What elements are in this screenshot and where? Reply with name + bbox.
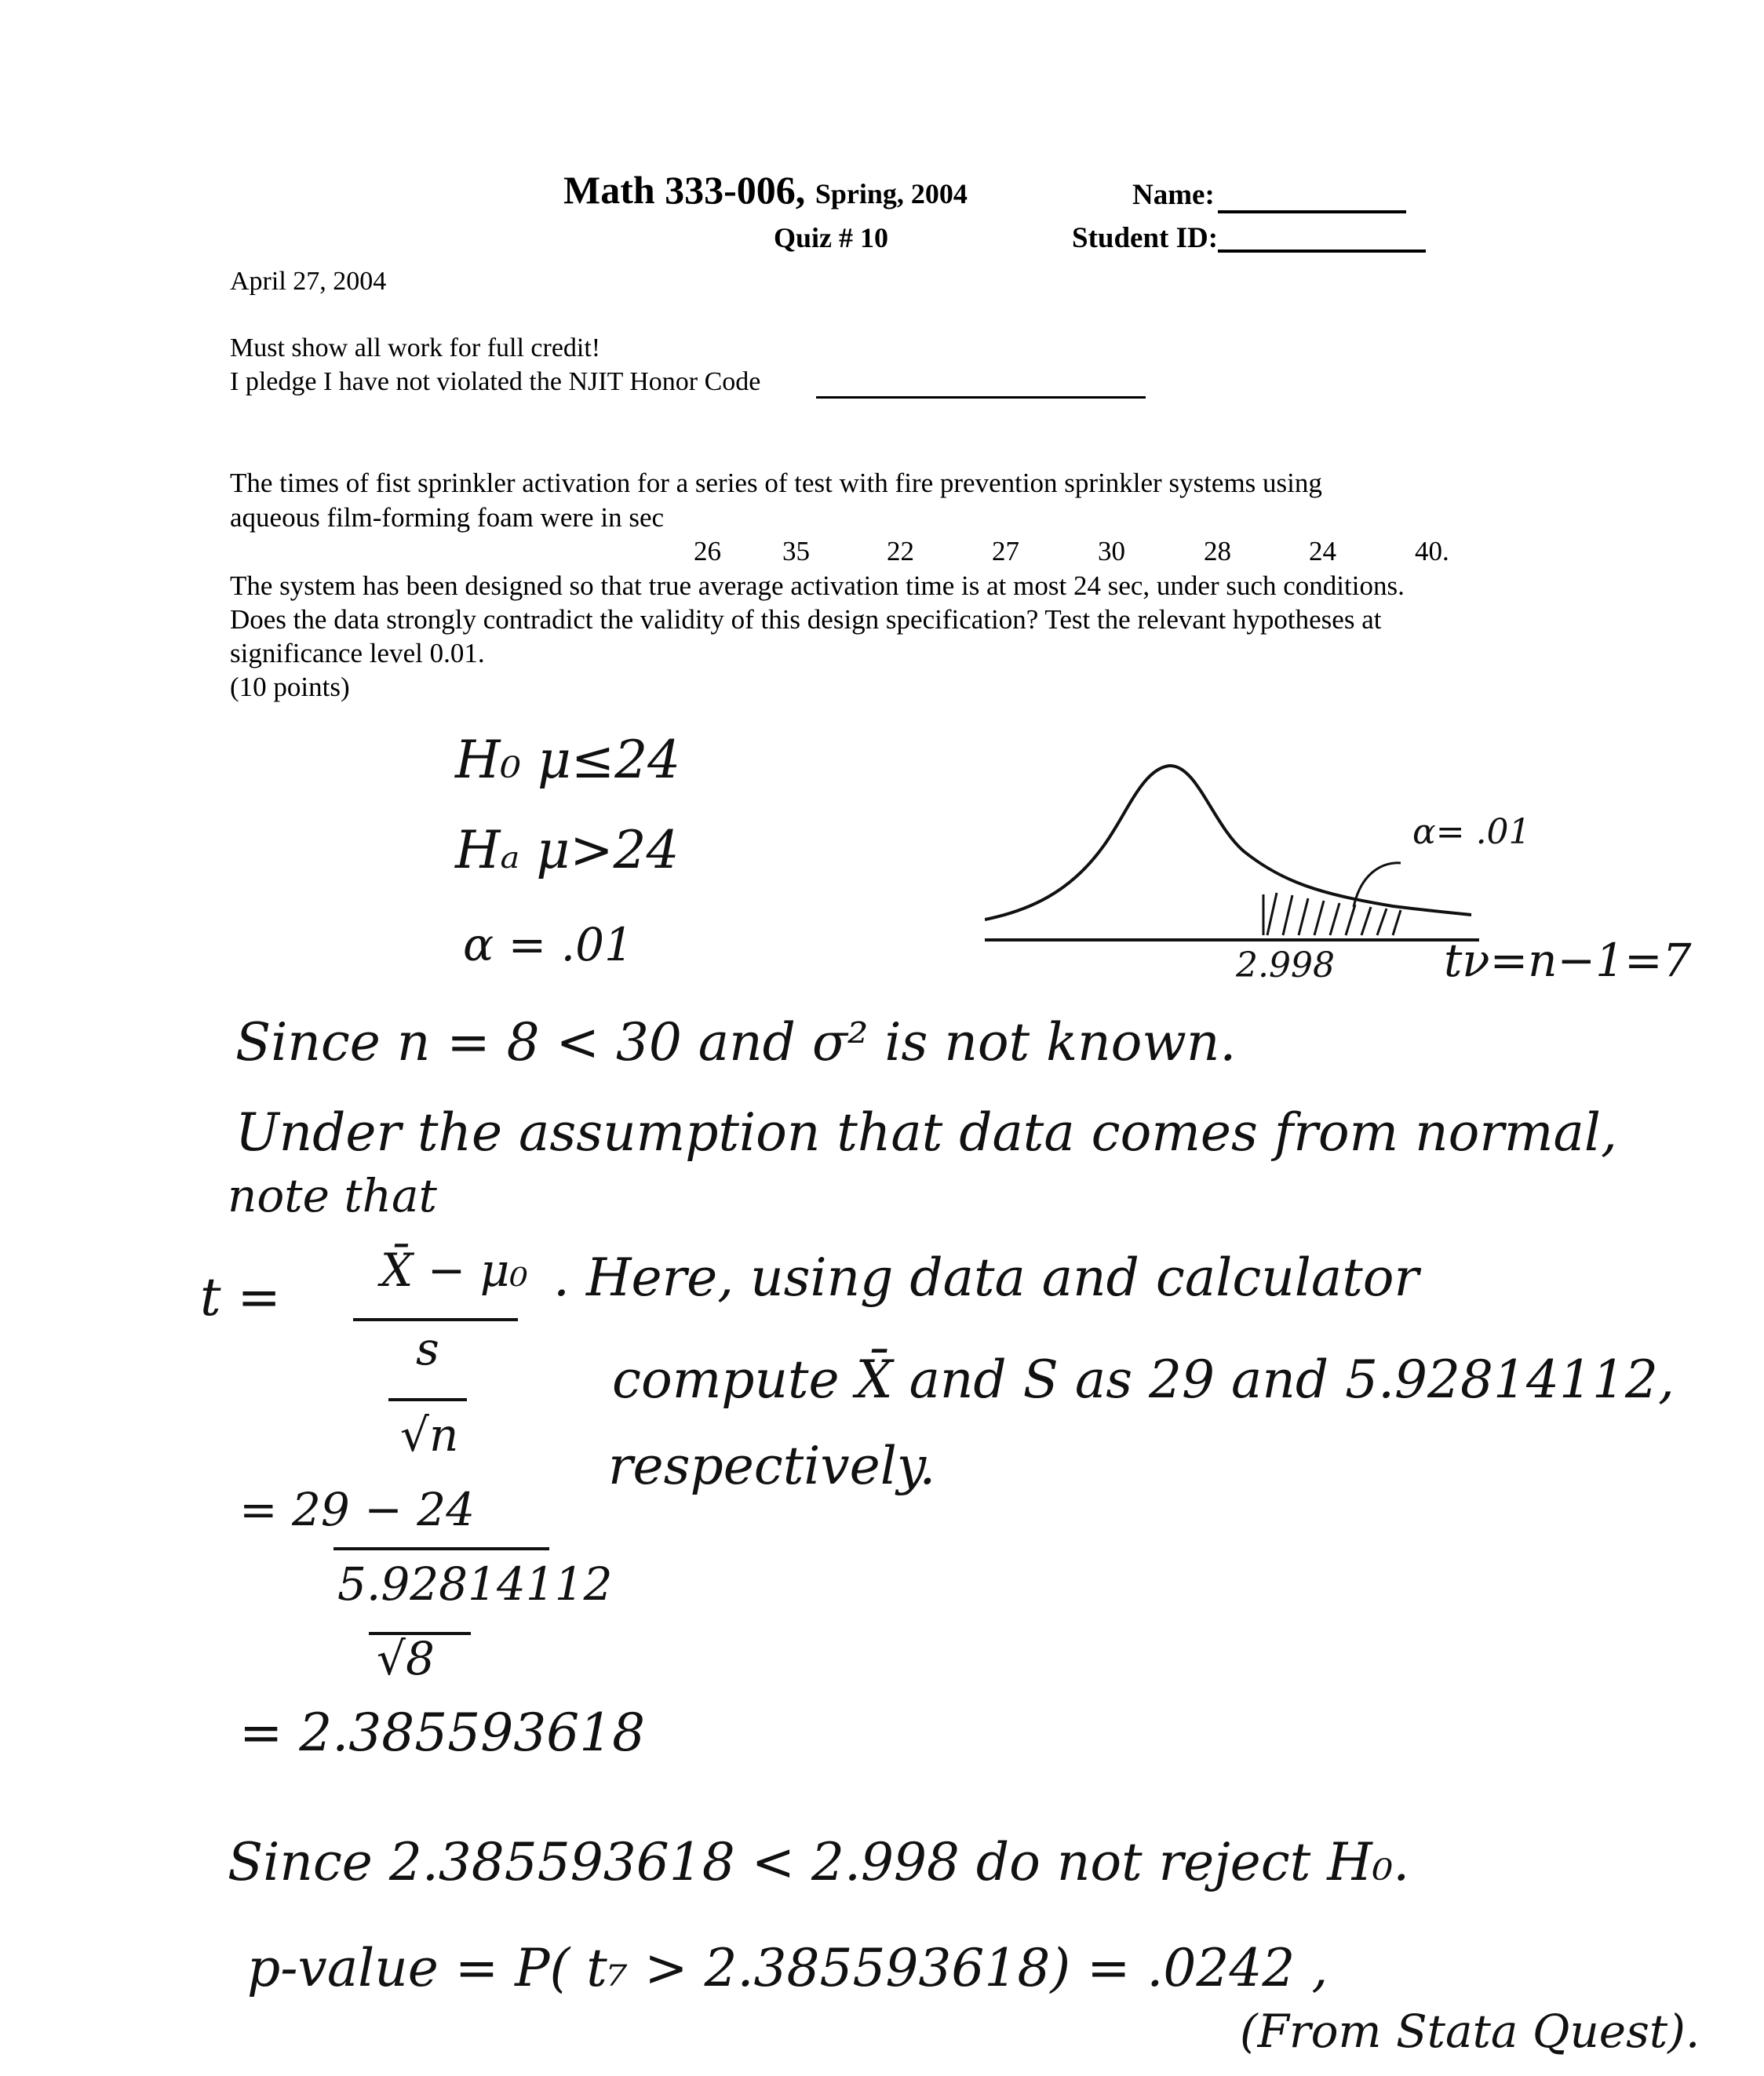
null-hypothesis: H₀ μ≤24 — [455, 730, 681, 790]
alpha-label-on-graph: α= .01 — [1412, 812, 1531, 852]
compute-mean-sd: compute X̄ and S as 29 and 5.92814112, — [612, 1349, 1675, 1410]
respectively: respectively. — [608, 1436, 936, 1496]
data-value: 35 — [782, 536, 810, 566]
significance-level: α = .01 — [463, 918, 633, 971]
rejection-region-hatching — [1263, 863, 1401, 935]
here-using-data: . Here, using data and calculator — [553, 1247, 1420, 1308]
data-value: 24 — [1309, 536, 1336, 566]
problem-line-6: significance level 0.01. — [230, 638, 485, 668]
alternative-hypothesis: Hₐ μ>24 — [455, 820, 680, 880]
data-value: 28 — [1204, 536, 1231, 566]
density-curve — [985, 766, 1471, 920]
show-work-instruction: Must show all work for full credit! — [230, 333, 601, 362]
quiz-number: Quiz # 10 — [774, 222, 889, 253]
problem-line-4: The system has been designed so that true average activation time is at most 24 sec, under such conditions. — [230, 570, 1405, 601]
data-values-row — [0, 536, 1764, 570]
name-label: Name: — [1132, 179, 1215, 211]
data-value: 22 — [887, 536, 914, 566]
t-formula-s: s — [416, 1322, 439, 1375]
t-formula-inner-bar — [388, 1398, 467, 1401]
t-statistic-result: = 2.385593618 — [239, 1703, 646, 1763]
t-formula-numerator: X̄ − μ₀ — [381, 1244, 528, 1297]
name-blank-line — [1218, 210, 1406, 213]
p-value-statement: p-value = P( t₇ > 2.385593618) = .0242 , — [247, 1938, 1328, 1998]
substitution-sqrt-8: √8 — [377, 1632, 435, 1685]
decision-statement: Since 2.385593618 < 2.998 do not reject H₀. — [228, 1832, 1410, 1892]
t-formula-sqrt-n: √n — [400, 1408, 459, 1462]
student-id-blank-line — [1218, 249, 1426, 253]
critical-value-label: 2.998 — [1236, 945, 1335, 985]
problem-line-1: The times of fist sprinkler activation for a series of test with fire prevention sprinkler systems using — [230, 468, 1322, 498]
p-value-source: (From Stata Quest). — [1240, 2005, 1700, 2058]
t-formula-bar — [353, 1318, 518, 1321]
honor-pledge: I pledge I have not violated the NJIT Honor Code — [230, 367, 761, 396]
since-small-sample: Since n = 8 < 30 and σ² is not known. — [235, 1012, 1237, 1073]
substitution-sd: 5.92814112 — [337, 1557, 613, 1611]
substitution-numerator: = 29 − 24 — [239, 1483, 476, 1536]
degrees-of-freedom: tν=n−1=7 — [1444, 934, 1692, 987]
substitution-bar — [333, 1547, 549, 1550]
pledge-signature-line — [816, 396, 1146, 399]
problem-points: (10 points) — [230, 672, 350, 702]
data-value: 27 — [992, 536, 1019, 566]
data-value: 40. — [1415, 536, 1449, 566]
student-id-label: Student ID: — [1072, 222, 1219, 254]
t-statistic-symbol: t = — [200, 1267, 281, 1328]
course-term: Spring, 2004 — [815, 178, 968, 209]
problem-line-5: Does the data strongly contradict the validity of this design specification? Test the relevant hypotheses at — [230, 604, 1382, 635]
course-title — [563, 167, 968, 213]
normal-assumption: Under the assumption that data comes from normal, — [235, 1102, 1617, 1163]
data-value: 30 — [1098, 536, 1125, 566]
quiz-date: April 27, 2004 — [230, 267, 387, 296]
note-that: note that — [228, 1169, 437, 1222]
data-value: 26 — [694, 536, 721, 566]
problem-line-2: aqueous film-forming foam were in sec — [230, 502, 665, 533]
t-distribution-sketch — [985, 753, 1487, 941]
course-number: Math 333-006, — [563, 168, 806, 212]
